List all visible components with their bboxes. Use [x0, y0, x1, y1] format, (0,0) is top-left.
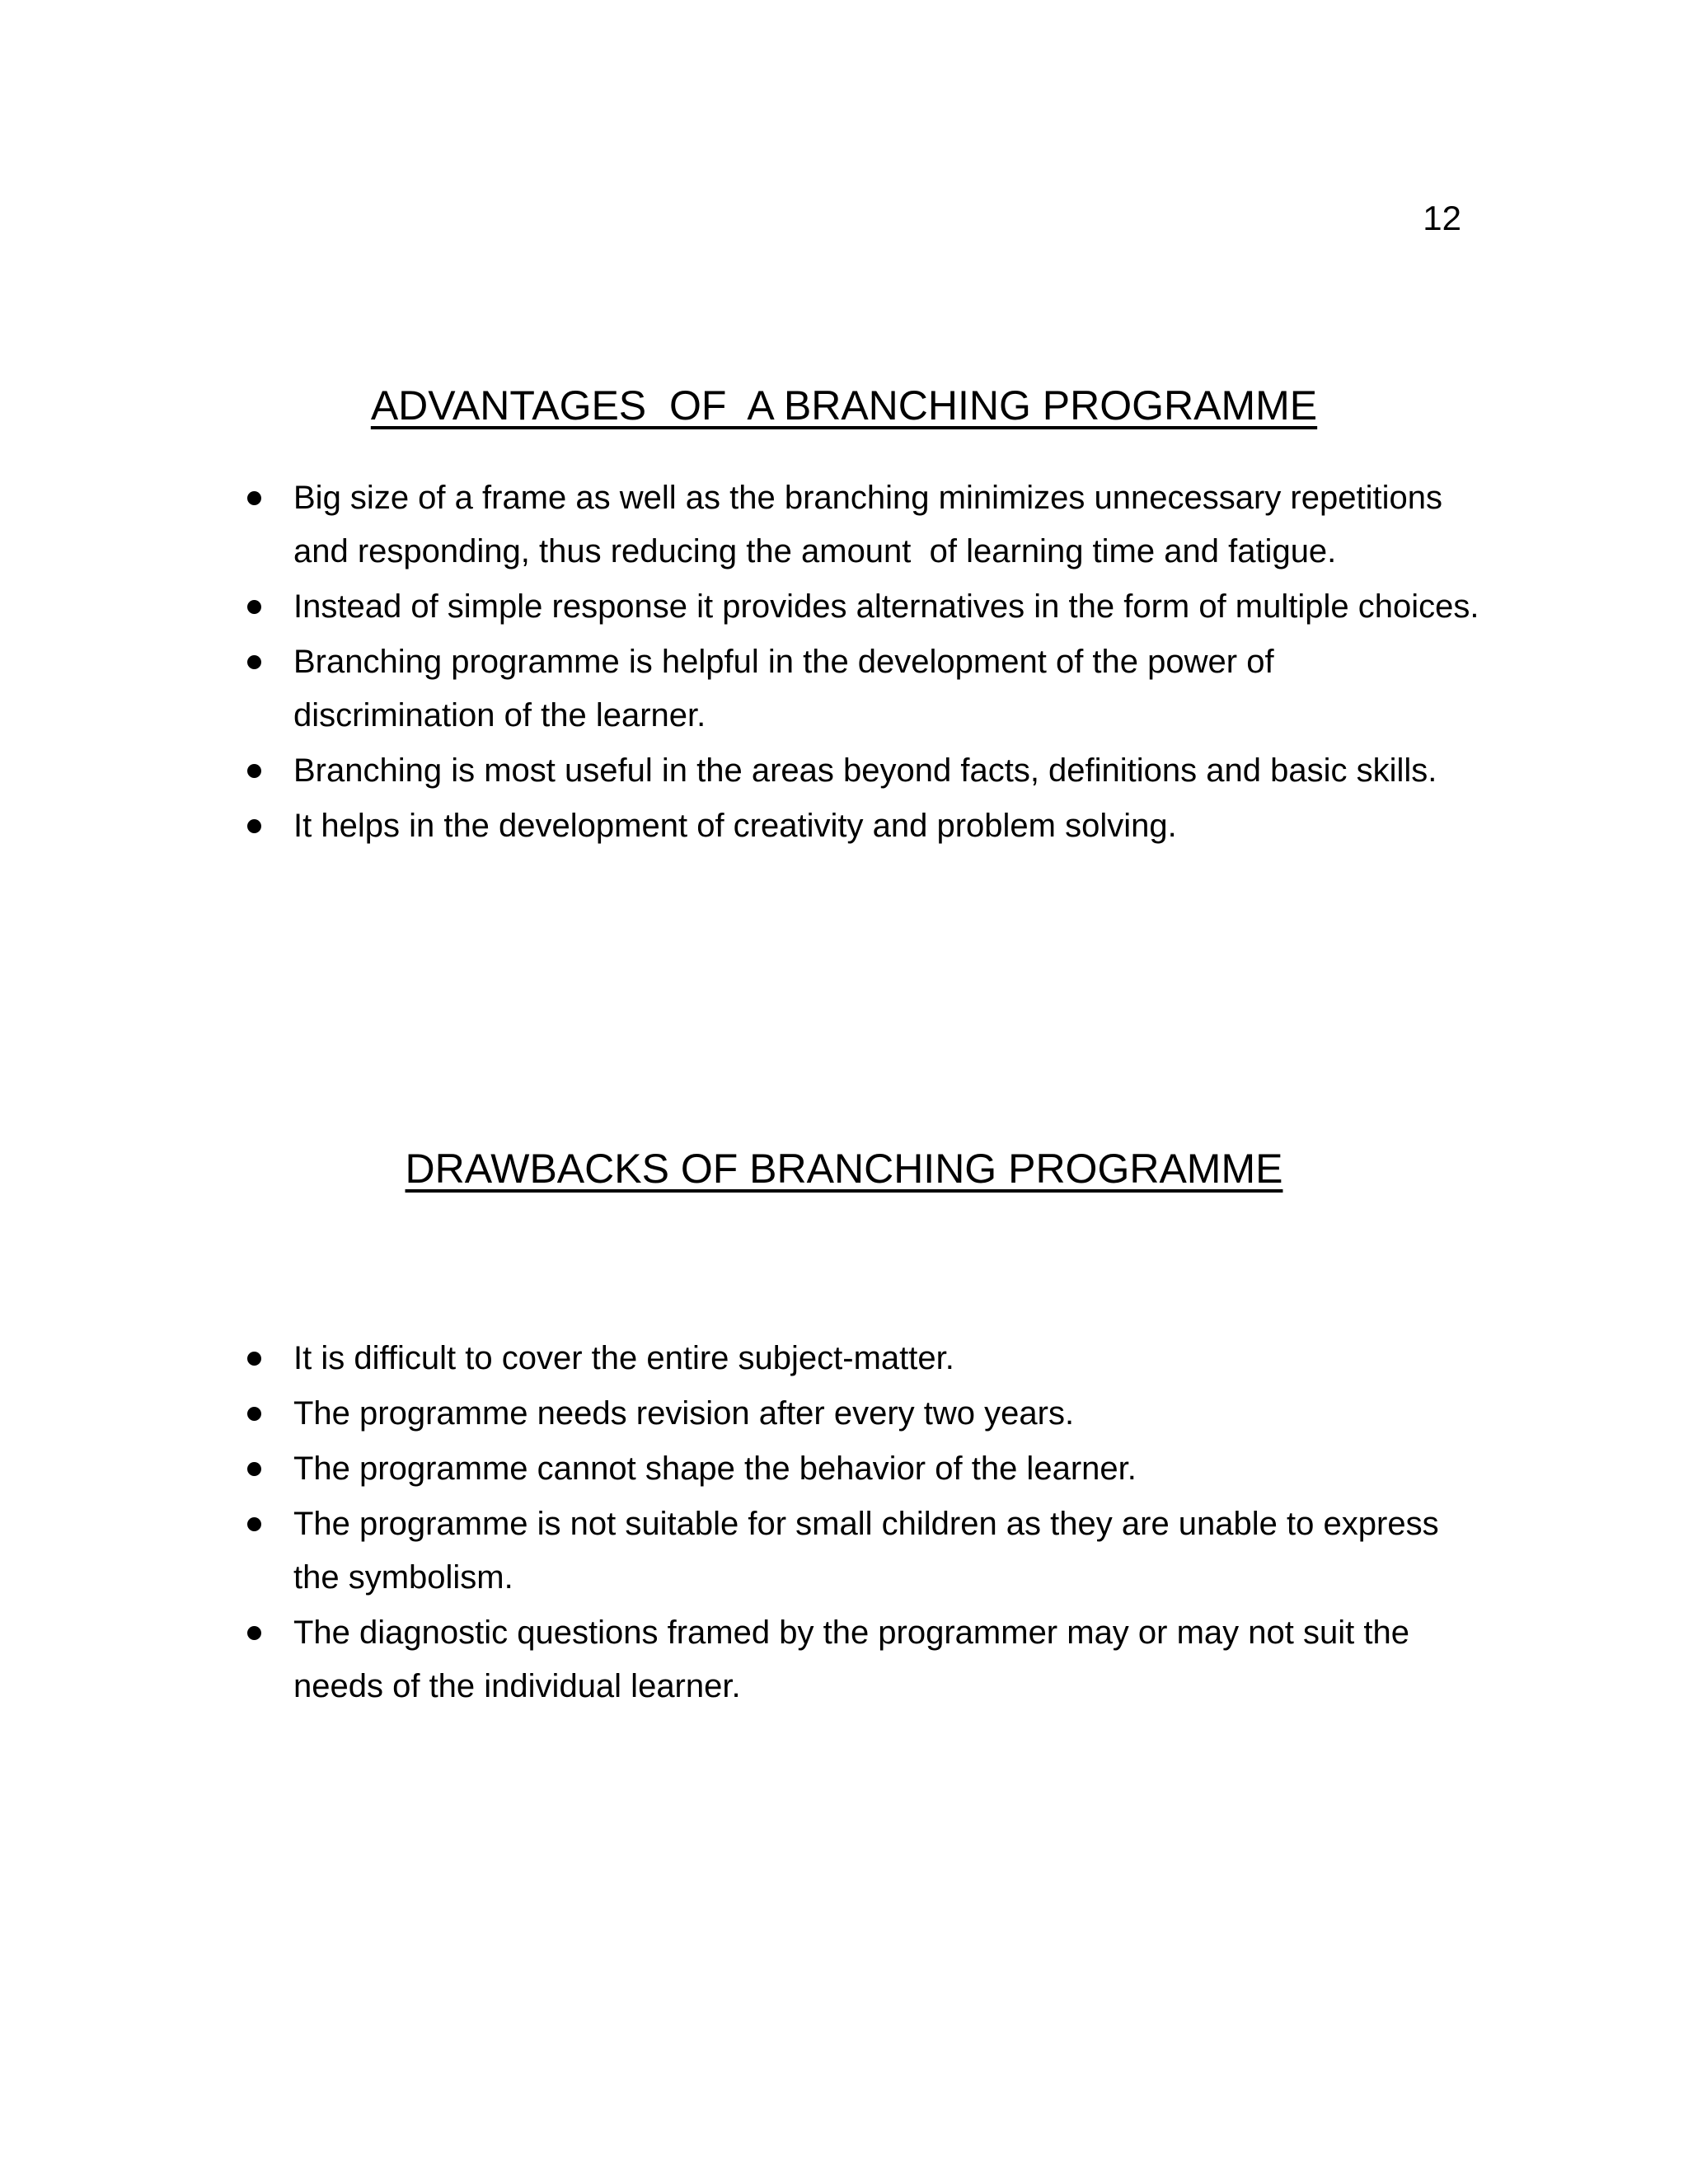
list-item — [247, 1387, 1484, 1441]
list-item-text: It is difficult to cover the entire subject-matter. — [293, 1340, 954, 1376]
drawbacks-heading — [0, 1144, 1688, 1193]
drawbacks-list — [247, 1332, 1484, 1715]
bullet-icon — [247, 764, 261, 778]
list-item — [247, 1442, 1484, 1496]
list-item-text: Big size of a frame as well as the branching minimizes unnecessary repetitions and responding, thus reducing the amount of learning time and fatigue. — [293, 480, 1452, 569]
bullet-icon — [247, 1462, 261, 1476]
bullet-icon — [247, 1407, 261, 1421]
bullet-icon — [247, 1517, 261, 1531]
advantages-list — [247, 471, 1484, 855]
advantages-heading-text: ADVANTAGES OF A BRANCHING PROGRAMME — [370, 382, 1318, 429]
list-item-text: The diagnostic questions framed by the programmer may or may not suit the needs of the individual learner. — [293, 1615, 1409, 1704]
bullet-icon — [247, 600, 261, 614]
list-item-text: It helps in the development of creativity and problem solving. — [293, 808, 1177, 844]
list-item — [247, 1332, 1484, 1385]
bullet-icon — [247, 819, 261, 833]
bullet-icon — [247, 1352, 261, 1366]
list-item-text: The programme is not suitable for small children as they are unable to express the symbolism. — [293, 1506, 1439, 1596]
list-item — [247, 1497, 1484, 1605]
list-item-text: The programme needs revision after every two years. — [293, 1395, 1075, 1432]
list-item-text: Branching programme is helpful in the development of the power of discrimination of the learner. — [293, 644, 1274, 733]
list-item — [247, 1606, 1484, 1713]
list-item-text: Instead of simple response it provides alternatives in the form of multiple choices. — [293, 588, 1479, 625]
bullet-icon — [247, 655, 261, 669]
advantages-heading — [0, 381, 1688, 430]
list-item — [247, 744, 1484, 798]
list-item-text: Branching is most useful in the areas beyond facts, definitions and basic skills. — [293, 752, 1437, 789]
list-item — [247, 799, 1484, 853]
list-item — [247, 580, 1484, 634]
list-item — [247, 471, 1484, 579]
bullet-icon — [247, 491, 261, 505]
list-item-text: The programme cannot shape the behavior of the learner. — [293, 1451, 1137, 1487]
drawbacks-heading-text: DRAWBACKS OF BRANCHING PROGRAMME — [405, 1146, 1283, 1192]
page-number: 12 — [1423, 199, 1461, 237]
list-item — [247, 635, 1484, 743]
bullet-icon — [247, 1626, 261, 1640]
